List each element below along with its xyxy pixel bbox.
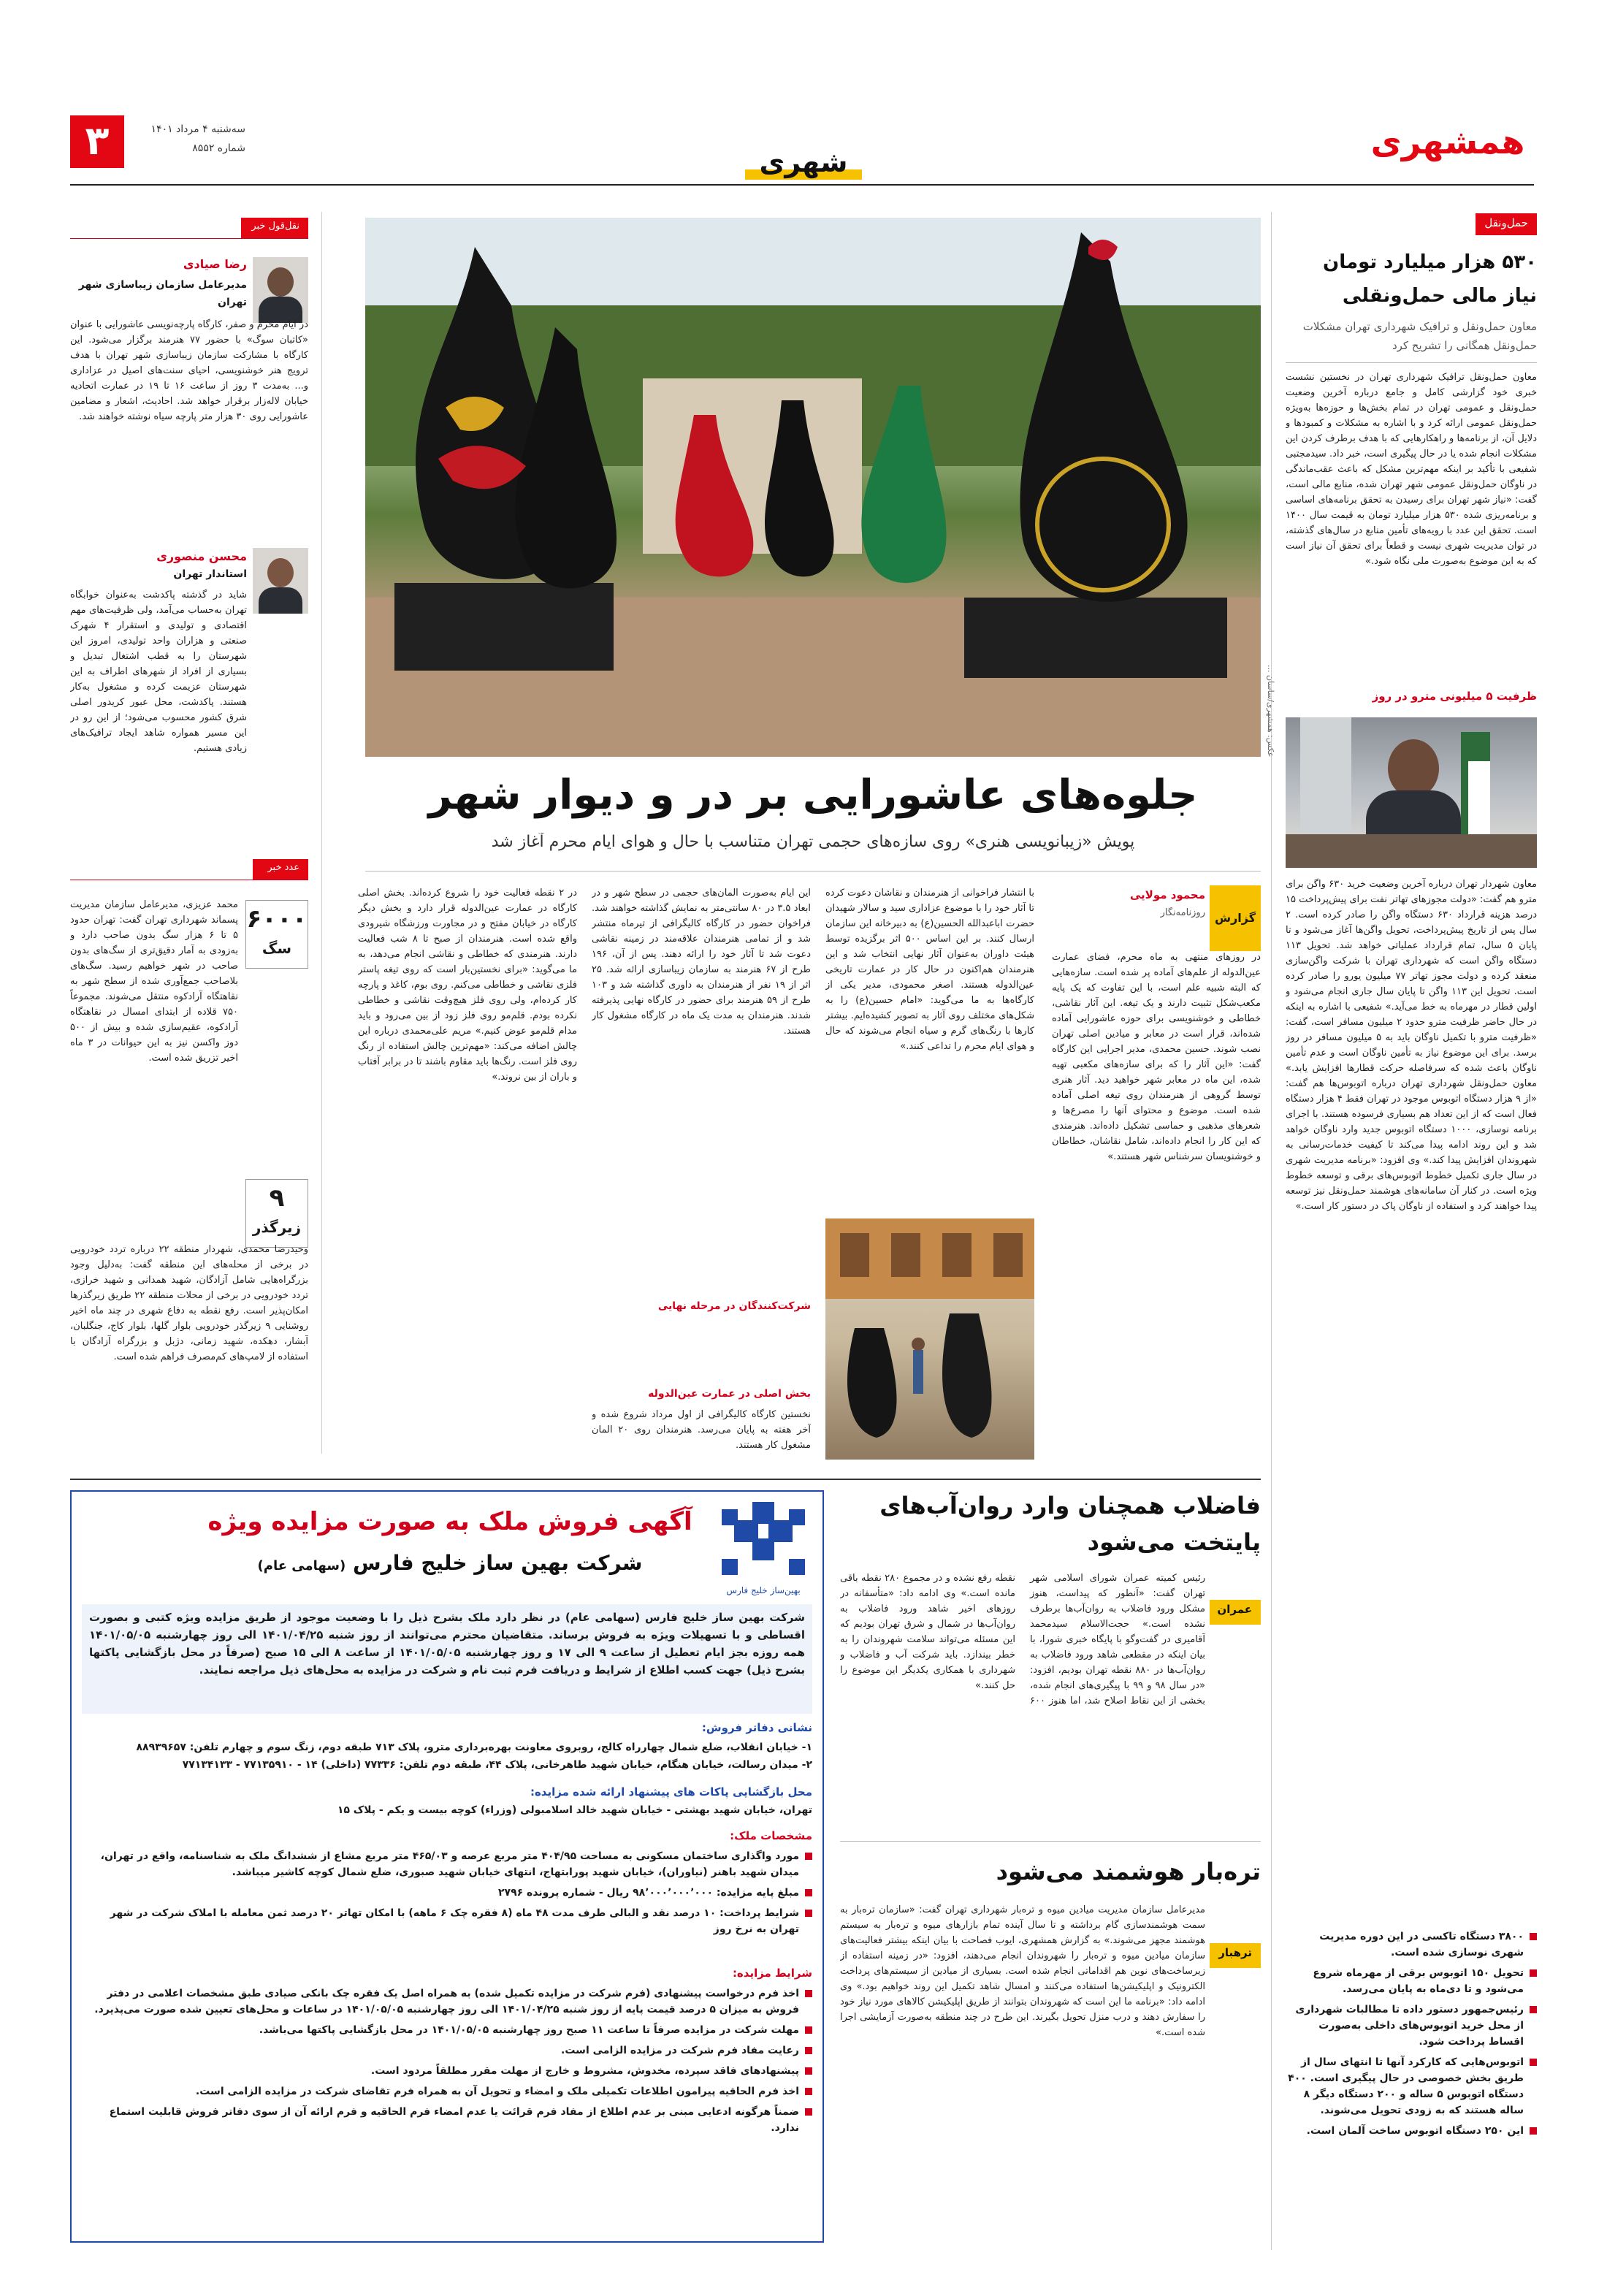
number-value-1: ۶۰۰۰ [246, 904, 308, 934]
main-col-4: در ۲ نقطه فعالیت خود را شروع کرده‌اند. بخش اصلی کارگاه در عمارت عین‌الدوله قرار دارد و بخش دیگر کارگاه در خیابان مفتح و در مجاورت ورزشگاه شیرودی واقع شده است. هنرمندان از صبح تا ۸ شب فعالیت دارند. هنرمندی که خطاطی و نقاشی انجام می‌دهد، به ما می‌گوید: «برای نخستین‌بار است که روی تیغه پاستر فلزی نقاشی و خطاطی می‌کنم. روی بوم، کاغذ و پارچه کار کرده‌ام، ولی روی فلز هیچ‌وقت نقاشی و خطاطی نکرده بودم. قلم‌مو روی فلز زود از بین می‌رود و باید مدام قلم‌مو عوض کنیم.» مریم علی‌محمدی درباره این چالش اضافه می‌کند: «مهم‌ترین چالش استفاده از رنگ روی فلز است. رنگ‌ها باید مقاوم باشند تا در برابر آفتاب و باران از بین نروند.» [358, 888, 577, 1083]
transport-tag: حمل‌ونقل [1476, 213, 1537, 235]
logo-text: همشهری [1370, 122, 1525, 161]
transport-body-1: معاون حمل‌ونقل ترافیک شهرداری تهران در نخستین نشست خبری خود گزارشی کامل و جامع درباره آخرین وضعیت حمل‌ونقل و عمومی تهران در تمام بخش‌ها و حوزه‌ها به‌ویژه حمل‌ونقل عمومی ارائه کرد و با اشاره به مشکلات و کمبودها و دلایل آن، از برنامه‌ها و راهکارهایی که با هدف برطرف کردن این مشکلات انجام شده یا در حال پیگیری است، خبر داد. سیدمجتبی شفیعی با تأکید بر اینکه مهم‌ترین مشکل که باعث عقب‌ماندگی در ناوگان حمل‌ونقل عمومی شهر تهران شده، منابع مالی است، گفت: «نیاز شهر تهران برای رسیدن به تحقق برنامه‌های اساسی و برنامه‌ریزی شده ۵۳۰ هزار میلیارد تومان به قیمت سال ۱۴۰۰ است. تحقق این عدد با رویه‌های تأمین منابع در سال‌های گذشته، در توان مدیریت شهری نیست و قطعاً برای تحقق آن نیاز است که به این موضوع به‌صورت ملی نگاه شود.» [1286, 372, 1537, 567]
ad-logo [714, 1502, 812, 1600]
page-number: ۳ [85, 118, 110, 164]
main-col-3-subhead-2: بخش اصلی در عمارت عین‌الدوله [648, 1388, 811, 1400]
report-label: گزارش [1214, 911, 1256, 925]
author-name: محمود مولایی [1129, 888, 1205, 901]
garden-title: تره‌بار هوشمند می‌شود [996, 1858, 1261, 1885]
transport-title: ۵۳۰ هزار میلیارد تومان نیاز مالی حمل‌ونقلی [1323, 251, 1537, 307]
ad-condition-item-6: ضمناً هرگونه ادعایی مبنی بر عدم اطلاع از مفاد فرم قرائت یا عدم امضاء فرم الحاقیه و فرم ارائه آن از سوی دفاتر فروش قابلیت استماع ندارد. [82, 2104, 812, 2136]
official-photo [1286, 717, 1537, 868]
ad-company: شرکت بهین ساز خلیج فارس [352, 1551, 643, 1575]
ad-company-note: (سهامی عام) [257, 1558, 346, 1574]
ad-property-item-3: شرایط پرداخت: ۱۰ درصد نقد و البالی طرف مدت ۴۸ ماه (۸ فقره چک ۶ ماهه) با امکان تهاتر ۲۰ درصد ثمن معامله با املاک شرکت در شهر تهران به نرخ روز [82, 1905, 812, 1937]
number-box-1 [245, 900, 308, 969]
main-col-3-subhead-visible: شرکت‌کنندگان در مرحله نهایی [657, 1300, 811, 1312]
workshop-photo [825, 1218, 1034, 1460]
quote-role-2: استاندار تهران [173, 568, 247, 580]
main-subtitle: پویش «زیبانویسی هنری» روی سازه‌های حجمی تهران متناسب با حال و هوای ایام محرم آغاز شد [491, 833, 1135, 851]
transport-body-2: معاون شهردار تهران درباره آخرین وضعیت خرید ۶۳۰ واگن برای مترو هم گفت: «دولت مجوزهای تهاتر نفت برای پیش‌پرداخت ۱۵ درصد هزینه قرارداد ۶۳۰ دستگاه واگن را صادر کرده است. ۲ سال پس از تاریخ پیش‌پرداخت، تحویل واگن‌ها آغاز می‌شود و تا پایان ۵ سال، تمام قرارداد عملیاتی خواهد شد. تحویل ۱۱۳ دستگاه واگن است که شهرداری تهران با شرکت واگن‌سازی منعقد کرده و دولت مجوز تهاتر ۷۷ میلیون یورو را صادر کرده است. تحویل این ۱۱۳ واگن تا پایان سال جاری انجام می‌شود و اولین قطار در مهرماه به خط می‌آید.» شفیعی با اشاره به اینکه در حال حاضر ظرفیت مترو حدود ۲ میلیون مسافر است، گفت: «ظرفیت مترو با تکمیل ناوگان باید به ۵ میلیون مسافر در روز برسد. برای این موضوع نیاز به تأمین ناوگان است و عدم تأمین ناوگان باعث شده که سرفاصله حرکت قطارها افزایش یابد.» معاون حمل‌ونقل شهرداری تهران درباره اتوبوس‌ها هم گفت: «از ۹ هزار دستگاه اتوبوس موجود در تهران فقط ۴ هزار دستگاه فعال است که از این تعداد هم بسیاری فرسوده هستند. با اجرای برنامه نوسازی، ۱۰۰۰ دستگاه اتوبوس جدید وارد ناوگان خواهد شد و این روند ادامه پیدا می‌کند تا کیفیت خدمات‌رسانی به شهروندان افزایش پیدا کند.» وی افزود: «برنامه مدیریت شهری در سال جاری تکمیل خطوط اتوبوس‌های برقی و توسعه خطوط ویژه است. در کنار آن سامانه‌های هوشمند حمل‌ونقل نیز توسعه پیدا خواهند کرد و استفاده از ناوگان پاک در دستور کار است.» [1286, 879, 1537, 1212]
ad-condition-item-3: رعایت مفاد فرم شرکت در مزایده الزامی است. [82, 2043, 812, 2059]
ad-property-item-1: مورد واگذاری ساختمان مسکونی به مساحت ۴۰۴/۹۵ متر مربع عرصه و ۴۶۵/۰۳ متر مربع مشاع از ششدانگ ملک به شناسنامه، واقع در تهران، میدان شهید باهنر (نیاوران)، خیابان شهید پورابتهاج، انتهای خیابان شهید صبوری، ضلع شمال کوچه کاشیر میباشد. [82, 1848, 812, 1880]
number-box-2 [245, 1179, 308, 1248]
ad-logo-text: بهین‌ساز خلیج فارس [726, 1585, 801, 1595]
transport-highlight-5: این ۲۵۰ دستگاه اتوبوس ساخت آلمان است. [1286, 2123, 1537, 2139]
transport-highlight-3: رئیس‌جمهور دستور داده تا مطالبات شهرداری از محل خرید اتوبوس‌های داخلی به‌صورت اقساط پرداخت شود. [1286, 2002, 1537, 2050]
ad-offices [82, 1739, 812, 1782]
garden-tag: ترهبار [1210, 1943, 1261, 1968]
ad-title: آگهی فروش ملک به صورت مزایده ویژه [207, 1507, 692, 1536]
main-title: جلوه‌های عاشورایی بر در و دیوار شهر [428, 771, 1198, 819]
ad-property-title: مشخصات ملک: [730, 1829, 812, 1842]
section-title: شهری [759, 146, 848, 178]
ad-property-item-2: مبلغ پایه مزایده: ۹۸٬۰۰۰٬۰۰۰٬۰۰۰ ریال - شماره پرونده ۲۷۹۶ [82, 1885, 812, 1901]
number-text-1: محمد عزیزی، مدیرعامل سازمان مدیریت پسماند شهرداری تهران گفت: تهران حدود ۵ تا ۶ هزار سگ بدون صاحب دارد و به‌زودی به آمار دقیق‌تری از سگ‌های بدون صاحب در شهر خواهیم رسید. سگ‌های بلاصاحب جمع‌آوری شده از سطح شهر به نقاهتگاه آرادکوه منتقل می‌شوند. مجموعاً ۷۵۰ قلاده از ابتدای امسال در نقاهتگاه آرادکوه، عقیم‌سازی شده و بیش از ۵۰۰ دوز واکسن نیز به این حیوانات در ۳ ماه اخیر تزریق شده است. [70, 899, 238, 1064]
photo-credit: عکس: همشهری/ساسان ... [1266, 664, 1275, 757]
quote-name-2: محسن منصوری [156, 549, 247, 563]
ad-condition-item-4: پیشنهادهای فاقد سپرده، مخدوش، مشروط و خارج از مهلت مقرر مطلقاً مردود است. [82, 2063, 812, 2079]
numbers-tag: عدد خبر [253, 859, 308, 880]
report-label-box [1210, 885, 1261, 951]
issue-date: سه‌شنبه ۴ مرداد ۱۴۰۱ [150, 123, 245, 135]
ad-opening: تهران، خیابان شهید بهشتی - خیابان شهید خالد اسلامبولی (وزراء) کوچه بیست و یکم - پلاک ۱۵ [337, 1804, 812, 1816]
quote-role-1: مدیرعامل سازمان زیباسازی شهر تهران [78, 279, 247, 308]
metro-capacity-label: ظرفیت ۵ میلیونی مترو در روز [1372, 690, 1537, 703]
page-number-box [70, 115, 124, 168]
ad-office-2: ۲- میدان رسالت، خیابان هنگام، خیابان شهید طاهرخانی، پلاک ۴۴، طبقه دوم تلفن: ۷۷۳۳۶ (داخلی) ۱۴ - ۷۷۱۳۵۹۱۰ - ۷۷۱۳۴۱۳۳ [182, 1759, 812, 1771]
main-col-3b: نخستین کارگاه کالیگرافی از اول مرداد شروع شده و آخر هفته به پایان می‌رسد. هنرمندان روی ۲۰ المان مشغول کار هستند. [592, 1409, 811, 1451]
section-label [739, 143, 868, 184]
transport-highlight-4: اتوبوس‌هایی که کارکرد آنها تا انتهای سال از طریق بخش خصوصی در حال پیگیری است. ۴۰۰ دستگاه اتوبوس ۵ ساله و ۲۰۰ دستگاه دیگر ۸ ساله هستند که به زودی تحویل می‌شوند. [1286, 2054, 1537, 2118]
quote-avatar-2 [253, 548, 308, 614]
ad-intro: شرکت بهین ساز خلیج فارس (سهامی عام) در نظر دارد ملک بشرح ذیل را با وضعیت موجود از طریق مزایده ویژه کتبی و بصورت اقساطی و با تسهیلات ویژه به فروش برساند. متقاضیان محترم می‌توانند از روز شنبه ۱۴۰۱/۰۴/۲۵ الی روز چهارشنبه ۱۴۰۱/۰۵/۰۵ همه روزه بجز ایام تعطیل از ساعت ۹ الی ۱۷ و روز چهارشنبه ۱۴۰۱/۰۵/۰۵ از ساعت ۸ الی ۱۵ صبح (صرفاً در محل بازگشایی پاکتها بشرح ذیل) جهت کسب اطلاع از شرایط و دریافت فرم ثبت نام و شرکت در مزایده به محل‌های ذیل مراجعه نمایند. [82, 1604, 812, 1714]
ad-condition-item-1: اخذ فرم درخواست پیشنهادی (فرم شرکت در مزایده تکمیل شده) به همراه اصل یک فقره چک بانکی صیادی طبق مشخصات اعلامی در دفتر فروش به میزان ۵ درصد قیمت پایه از روز شنبه ۱۴۰۱/۰۴/۲۵ الی روز چهارشنبه ۱۴۰۱/۰۵/۰۵ در ساعات و محل‌های تعیین شده صورت می‌پذیرد. [82, 1986, 812, 2018]
quote-avatar-1 [253, 257, 308, 323]
quotes-tag: نقل‌قول خبر [241, 218, 308, 238]
number-value-2: ۹ [269, 1183, 285, 1213]
issue-info [129, 120, 245, 164]
transport-highlight-1: ۳۸۰۰ دستگاه تاکسی در این دوره مدیریت شهری نوسازی شده است. [1286, 1929, 1537, 1961]
main-photo [365, 218, 1261, 757]
author-role: روزنامه‌نگار [1160, 907, 1205, 918]
ad-conditions-title: شرایط مزایده: [732, 1967, 812, 1980]
sewage-title: فاضلاب همچنان وارد روان‌آب‌های پایتخت می‌شود [879, 1492, 1261, 1556]
number-unit-2: زیرگذر [252, 1218, 302, 1236]
sewage-tag: عمران [1210, 1600, 1261, 1625]
garden-body: مدیرعامل سازمان مدیریت میادین میوه و تره‌بار شهرداری تهران گفت: «سازمان تره‌بار به سمت هوشمندسازی گام برداشته و تا سال آینده تمام بازارهای میوه و تره‌بار به سیستم هوشمند مجهز می‌شوند.» به گزارش همشهری، ایوب فصاحت با بیان اینکه بیشتر فعالیت‌های سازمان میادین میوه و تره‌بار را شهروندان انجام می‌دهند، افزود: «در زمینه استفاده از زیرساخت‌های نوین هم اقداماتی انجام شده است. بسیاری از میادین از سیستم‌های پرداخت الکترونیک و اپلیکیشن‌ها استفاده می‌کنند و امسال شاهد تکمیل این روند خواهیم بود.» وی ادامه داد: «برنامه ما این است که شهروندان بتوانند از طریق اپلیکیشن کالاهای مورد نیاز خود را سفارش دهند و درب منزل تحویل بگیرند. این طرح در چند منطقه به‌صورت آزمایشی اجرا شده است.» [840, 1904, 1205, 2038]
sewage-body: رئیس کمیته عمران شورای اسلامی شهر تهران گفت: «آنطور که پیداست، هنوز مشکل ورود فاضلاب به روان‌آب‌ها برطرف نشده است.» حجت‌الاسلام سیدمحمد آقامیری در گفت‌وگو با پایگاه خبری شورا، با بیان اینکه در مقطعی شاهد ورود فاضلاب به روان‌آب‌ها در ۸۸۰ نقطه تهران بودیم، افزود: «در سال ۹۸ و ۹۹ با پیگیری‌های انجام شده، بخشی از این نقاط اصلاح شد، اما هنوز ۶۰۰ نقطه رفع نشده و در مجموع ۲۸۰ نقطه باقی مانده است.» وی ادامه داد: «متأسفانه در روزهای اخیر شاهد ورود فاضلاب به روان‌آب‌ها در شمال و شرق تهران بودیم که این مسئله می‌تواند سلامت شهروندان را به خطر بیندازد. باید شرکت آب و فاضلاب و شهرداری با همکاری یکدیگر این موضوع را حل کنند.» [840, 1573, 1205, 1706]
ad-opening-title: محل بازگشایی پاکات های پیشنهاد ارائه شده مزایده: [530, 1785, 812, 1799]
number-unit-1: سگ [262, 939, 292, 957]
auction-ad [70, 1490, 824, 2243]
transport-highlights [1286, 1929, 1537, 2243]
ad-office-1: ۱- خیابان انقلاب، ضلع شمال چهارراه کالج، روبروی معاونت بهره‌برداری مترو، پلاک ۷۱۳ طبقه دوم، زنگ سوم و چهارم تلفن: ۸۸۹۳۹۶۵۷ [136, 1742, 812, 1753]
ad-company-line [194, 1547, 706, 1581]
ad-offices-title: نشانی دفاتر فروش: [701, 1721, 812, 1734]
quote-text-1: در ایام محرم و صفر، کارگاه پارچه‌نویسی عاشورایی با عنوان «کاتبان سوگ» با حضور ۷۷ هنرمند برگزار می‌شود. این کارگاه با مشارکت سازمان زیباسازی شهر تهران با هدف ترویج هنر خوشنویسی، احیای سنت‌های اصیل در عزاداری و... به‌مدت ۳ روز از ساعت ۱۶ تا ۱۹ در عمارت اتحادیه خیابان لاله‌زار برقرار خواهد شد. احادیث، اشعار و مضامین عاشورایی روی ۳۰ هزار متر پارچه سیاه نوشته خواهند شد. [70, 319, 308, 422]
main-col-2: با انتشار فراخوانی از هنرمندان و نقاشان دعوت کرده تا آثار خود را با موضوع عزاداری سید و سالار شهیدان حضرت اباعبدالله الحسین(ع) به دبیرخانه این سازمان ارسال کنند. بر این اساس ۵۰۰ اثر برگزیده توسط هیئت داوران به‌عنوان آثار نهایی انتخاب شد و این هنرمندان هم‌اکنون در حال کار در عمارت تاریخی عین‌الدوله هستند. اصغر محمودی، مدیر یکی از کارگاه‌ها به ما می‌گوید: «امام حسین(ع) را به شکل‌های مختلف روی آثار به تصویر کشیده‌ایم. بیشتر کارها با رنگ‌های گرم و سیاه انجام می‌شوند که حال و هوای ایام محرم را تداعی کنند.» [825, 888, 1034, 1052]
ad-condition-item-5: اخذ فرم الحاقیه پیرامون اطلاعات تکمیلی ملک و امضاء و تحویل آن به همراه فرم تقاضای شرکت در مزایده الزامی است. [82, 2083, 812, 2099]
quote-text-2: شاید در گذشته پاکدشت به‌عنوان خوابگاه تهران به‌حساب می‌آمد، ولی ظرفیت‌های مهم اقتصادی و تولیدی و استقرار ۴ شهرک صنعتی و هزاران واحد تولیدی، امروز این شهرستان را به قطب اشتغال تبدیل و بسیاری از افراد از شهرهای اطراف به این شهرستان عزیمت کرده و مشغول به‌کار هستند. پاکدشت، محل عبور کریدور اصلی شرق کشور محسوب می‌شود؛ از این رو در این مسیر همواره شاهد ایجاد ترافیک‌های زیادی هستیم. [70, 590, 247, 754]
issue-number: شماره ۸۵۵۲ [192, 142, 245, 154]
newspaper-logo[interactable] [1363, 121, 1532, 164]
quote-name-1: رضا صیادی [183, 257, 247, 271]
transport-highlight-2: تحویل ۱۵۰ اتوبوس برقی از مهرماه شروع می‌شود و تا دی‌ماه به پایان می‌رسد. [1286, 1965, 1537, 1997]
ad-condition-item-2: مهلت شرکت در مزایده صرفاً تا ساعت ۱۱ صبح روز چهارشنبه ۱۴۰۱/۰۵/۰۵ در محل بازگشایی پاکتها می‌باشد. [82, 2022, 812, 2038]
ad-property-list [82, 1848, 812, 1958]
transport-subtitle: معاون حمل‌ونقل و ترافیک شهرداری تهران مشکلات حمل‌ونقل همگانی را تشریح کرد [1302, 320, 1537, 352]
main-col-3: این ایام به‌صورت المان‌های حجمی در سطح شهر و در ابعاد ۳.۵ در ۸۰ سانتی‌متر به نمایش گذاشته خواهند شد. فراخوان حضور در کارگاه کالیگرافی از تیرماه منتشر شد و از تمامی هنرمندان علاقه‌مند در زمینه نقاشی دعوت شد تا آثار خود را ارائه دهند. پس از آن، ۱۹۶ طرح از ۶۷ هنرمند به سازمان زیباسازی ارائه شد. ۲۵ اثر از ۱۹ نفر از هنرمندان به داوری گذاشته شد و ۱۰۳ طرح از ۵۹ هنرمند برای حضور در کارگاه نهایی پذیرفته شدند. هنرمندان به مدت یک ماه در کارگاه مشغول کار هستند. [592, 888, 811, 1037]
ad-conditions-list [82, 1986, 812, 2234]
main-col-1: در روزهای منتهی به ماه محرم، فضای عمارت عین‌الدوله از علم‌های آماده پر شده است. سازه‌هایی که البته شبیه علم است، با این تفاوت که یک پایه مکعب‌شکل تثبیت دارند و یک تیغه. این آثار نقاشی، خطاطی و خوشنویسی برای حوزه عاشورایی آماده شده‌اند، قرار است در معابر و میادین اصلی تهران نصب شوند. حسین محمدی، مدیر اجرایی این کارگاه گفت: «این آثار را که برای سازه‌های مکعبی تهیه شده، این ماه در معابر شهر خواهید دید. آثار هنری توسط گروهی از هنرمندان روی تیغه اصلی آماده شده است. موضوع و محتوای آنها را مصرع‌ها و شعرهای مذهبی و حماسی تشکیل داده‌اند. هنرمندی که این کار را انجام داده‌اند، شامل نقاشان، خطاطان و خوشنویسان سرشناس شهر هستند.» [1052, 952, 1261, 1162]
number-text-2: وحیدرضا محمدی، شهردار منطقه ۲۲ درباره تردد خودرویی در برخی از محله‌های این منطقه گفت: به‌دلیل وجود بزرگراه‌هایی شامل آزادگان، شهید همدانی و شهید خرازی، تردد خودرویی در برخی از محلات منطقه ۲۲ طریق زیرگذرها امکان‌پذیر است. رفع نقطه به دفاع شهری در چند ماه اخیر روشنایی ۹ زیرگذر خودرویی بلوار گلها، بلوار کاج، جنگلبان، آبشار، دهکده، شهید زمانی، دژبل و بزرگراه آزادگان با استفاده از لامپ‌های کم‌مصرف فراهم شده است. [70, 1244, 308, 1362]
